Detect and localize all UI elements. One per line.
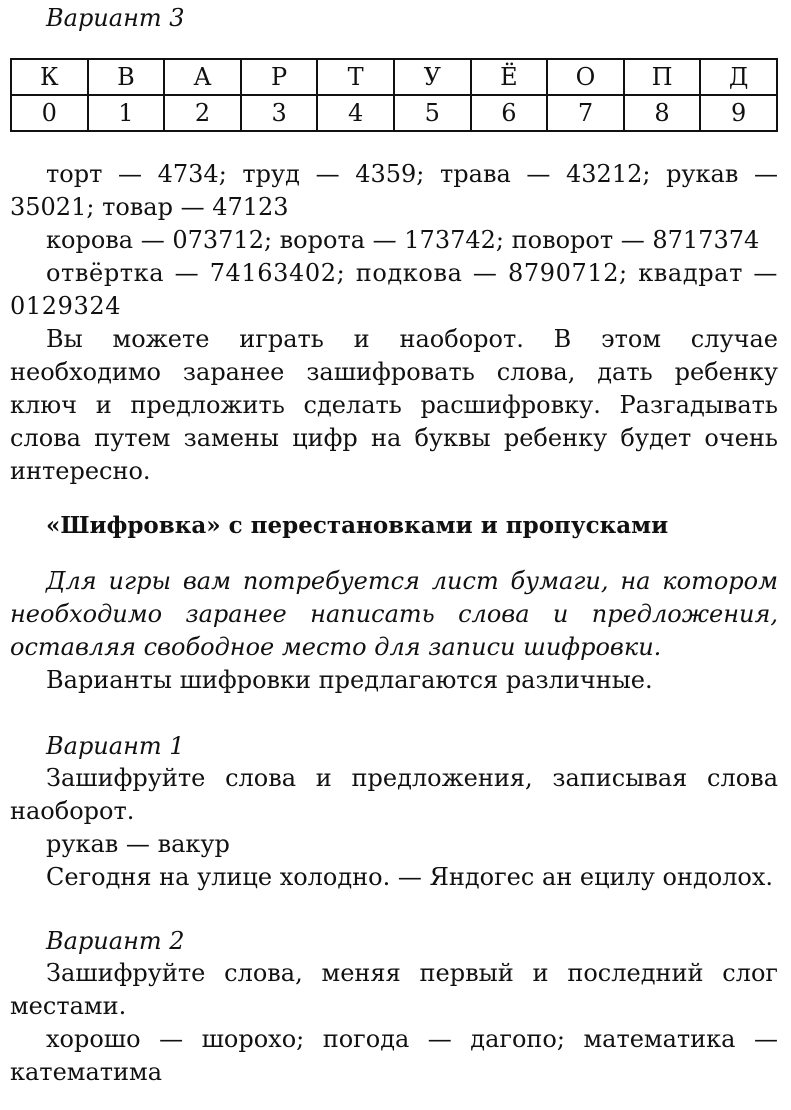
key-digits-row (11, 95, 777, 131)
key-letters-row (11, 59, 777, 95)
key-digit: 1 (88, 95, 165, 131)
intro-plain: Варианты шифровки предлагаются различные. (46, 666, 653, 694)
intro-italic: Для игры вам потребуется лист бумаги, на котором необходимо заранее написать слова и предложения, оставляя свободное место для записи шифровки. (10, 567, 778, 661)
key-letter: В (88, 59, 165, 95)
example-line: Сегодня на улице холодно. — Яндогес ан ецилу ондолох. (46, 863, 774, 891)
key-digit: 5 (394, 95, 471, 131)
key-digit: 4 (317, 95, 394, 131)
example-line: корова — 073712; ворота — 173742; поворот — 8717374 (46, 226, 760, 254)
variant2-block (10, 925, 778, 1089)
example-line: хорошо — шорохо; погода — дагопо; математика — катематима (10, 1025, 778, 1086)
key-digit: 7 (547, 95, 624, 131)
key-letter: О (547, 59, 624, 95)
cipher-key-table (10, 58, 778, 132)
key-digit: 3 (241, 95, 318, 131)
key-letter: Т (317, 59, 394, 95)
variant2-title: Вариант 2 (46, 927, 185, 955)
key-letter: П (624, 59, 701, 95)
variant1-block (10, 730, 778, 894)
key-letter: Р (241, 59, 318, 95)
variant3-paragraph: Вы можете играть и наоборот. В этом случае необходимо заранее зашифровать слова, дать ребенку ключ и предложить сделать расшифровку. Разгадывать слова путем замены цифр на буквы ребенку будет очень интересно. (10, 325, 778, 485)
key-letter: Д (700, 59, 777, 95)
key-digit: 8 (624, 95, 701, 131)
variant3-title: Вариант 3 (46, 4, 185, 32)
variant1-title: Вариант 1 (46, 732, 185, 760)
example-line: отвёртка — 74163402; подкова — 8790712; квадрат — 0129324 (10, 259, 778, 320)
variant1-task: Зашифруйте слова и предложения, записывая слова наоборот. (10, 764, 778, 825)
key-digit: 0 (11, 95, 88, 131)
section-intro (10, 565, 778, 697)
key-digit: 6 (471, 95, 548, 131)
variant3-examples (10, 158, 778, 488)
example-line: торт — 4734; труд — 4359; трава — 43212; рукав — 35021; товар — 47123 (10, 160, 778, 221)
variant2-task: Зашифруйте слова, меняя первый и последний слог местами. (10, 959, 778, 1020)
key-letter: У (394, 59, 471, 95)
key-letter: Ё (471, 59, 548, 95)
key-digit: 9 (700, 95, 777, 131)
key-letter: А (164, 59, 241, 95)
key-letter: К (11, 59, 88, 95)
key-digit: 2 (164, 95, 241, 131)
section-title: «Шифровка» с перестановками и пропусками (46, 512, 669, 539)
example-line: рукав — вакур (46, 830, 230, 858)
